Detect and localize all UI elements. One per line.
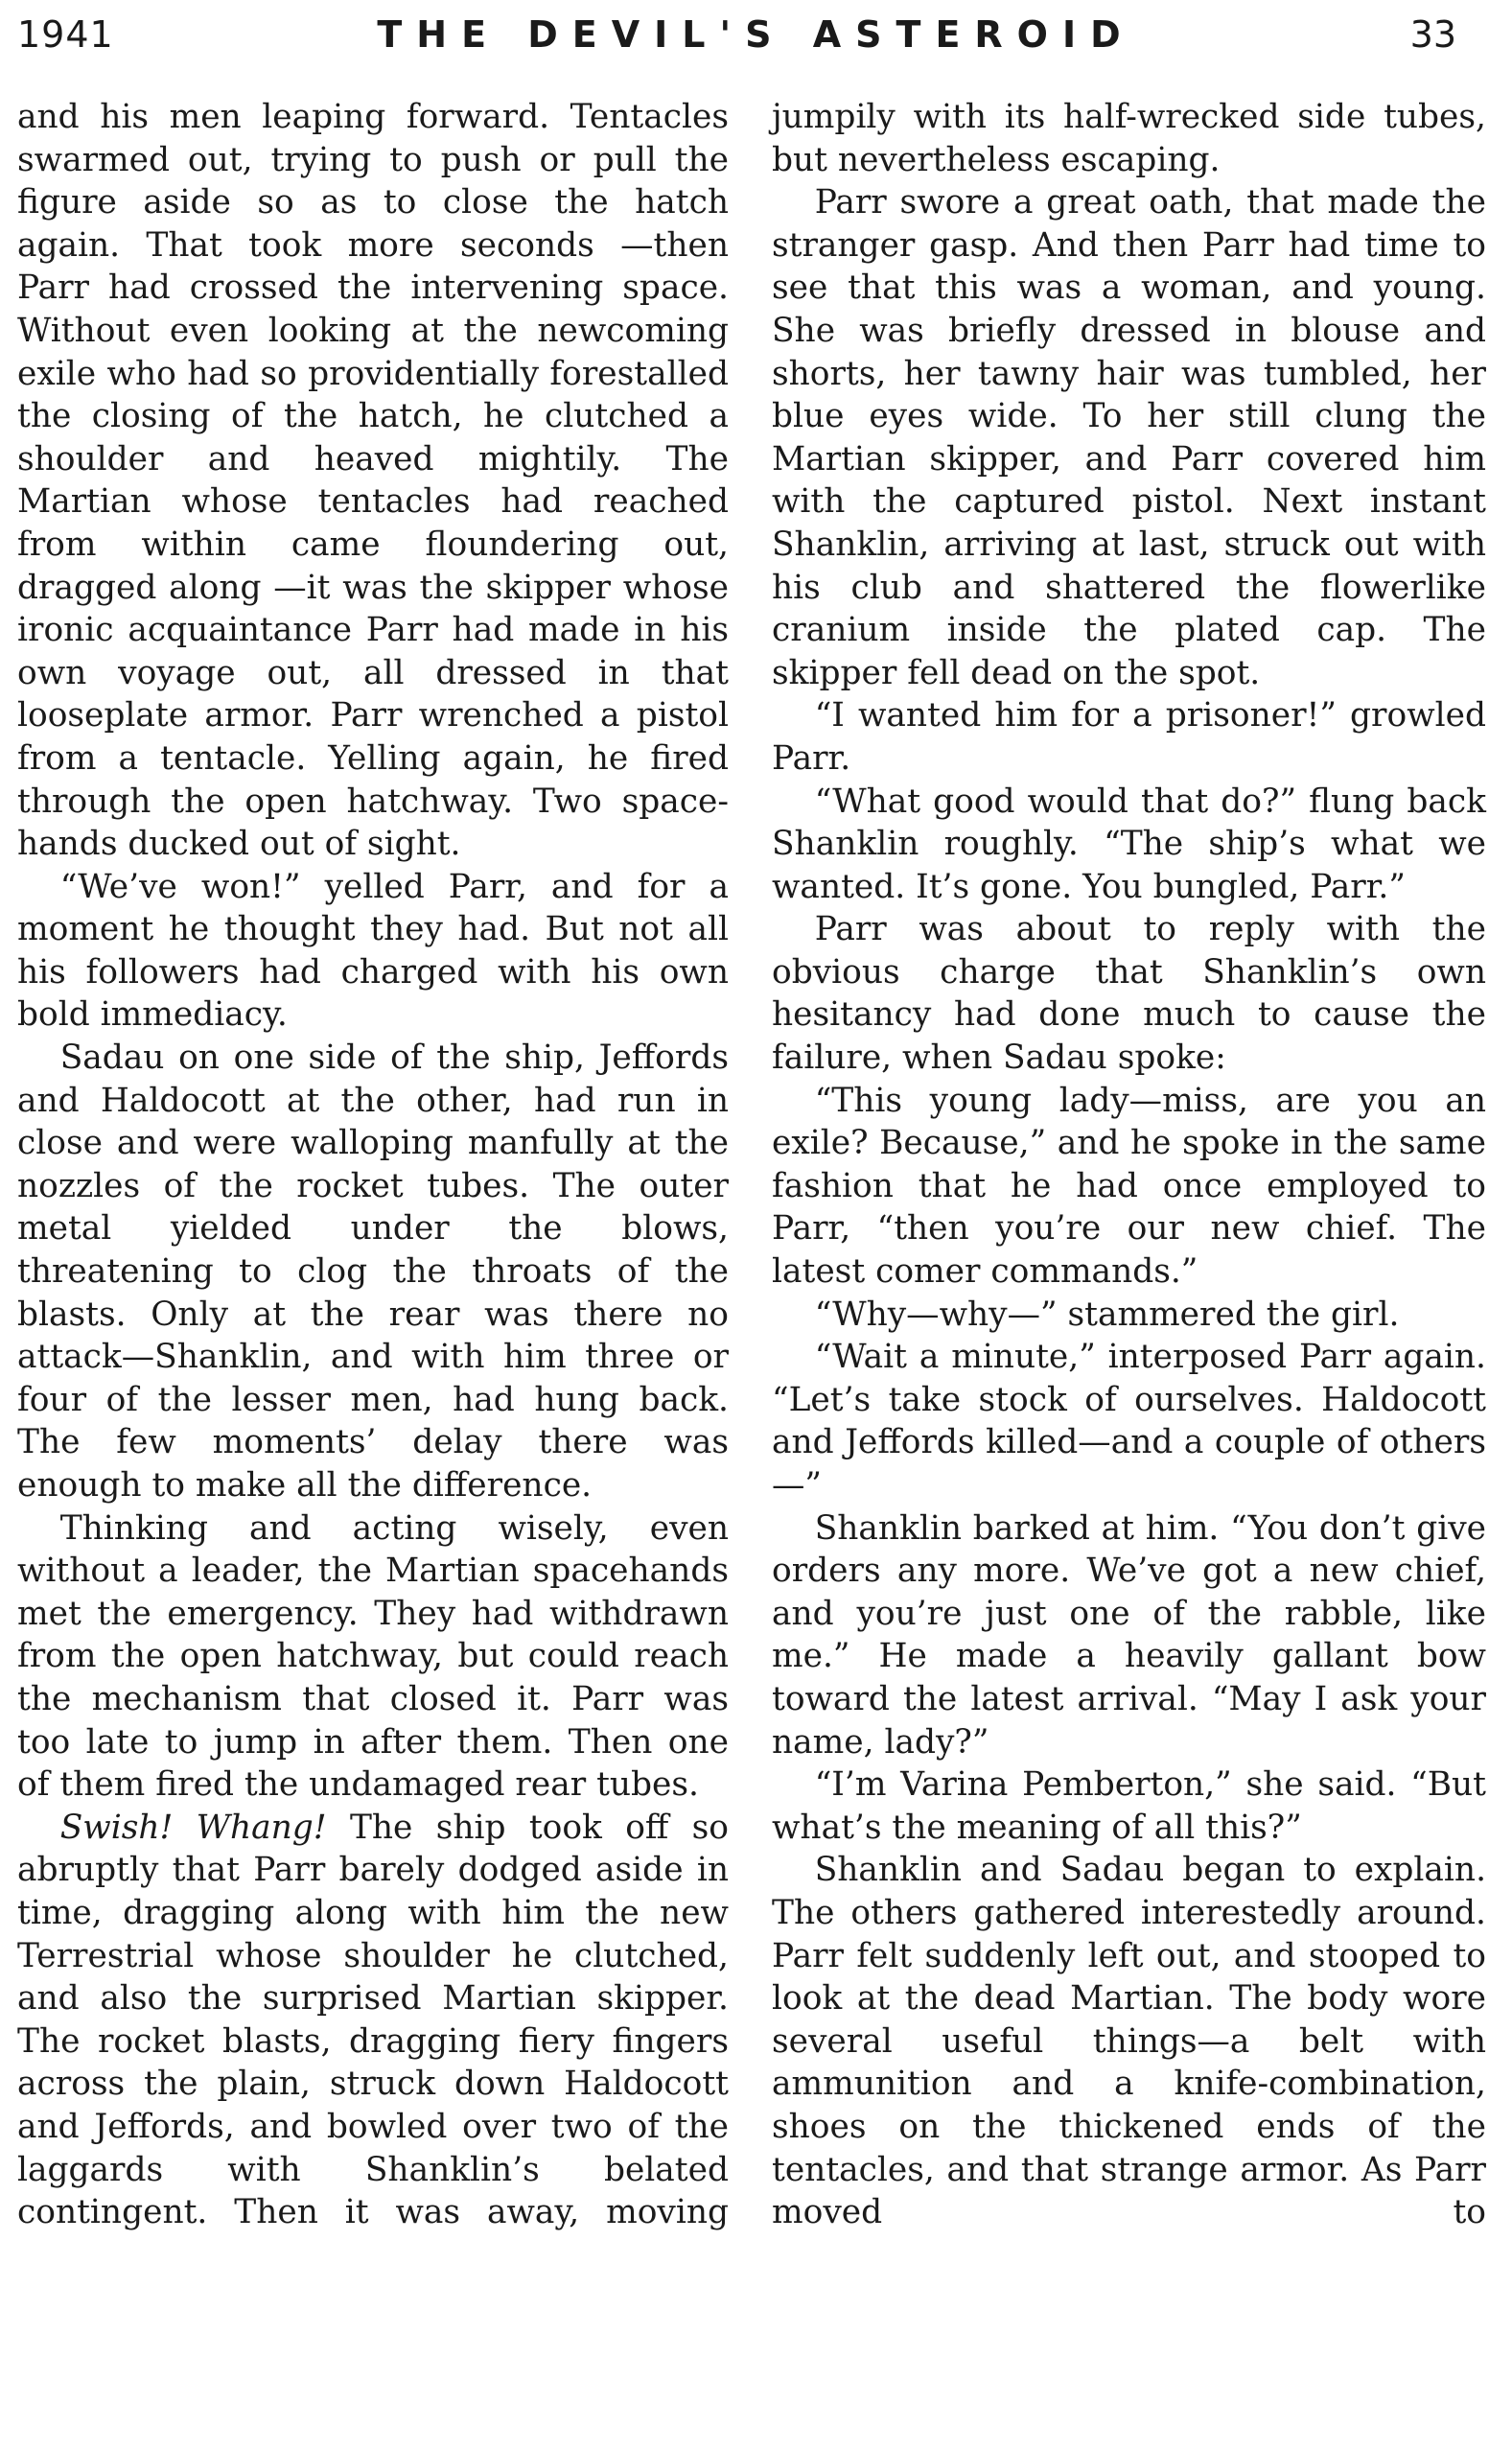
paragraph: “I’m Varina Pemberton,” she said. “But what’s the meaning of all this?” [772, 1765, 1486, 1847]
italic-exclamation: Swish! Whang! [59, 1808, 327, 1847]
paragraph: Thinking and acting wisely, even without a leader, the Martian spacehands met the emergency. They had withdrawn from the open hatchway, but could reach the mechanism that closed it. Parr was too late to jump in after them. Then one of them fired the undamaged rear tubes. [17, 1508, 729, 1805]
paragraph: jumpily with its half-wrecked side tubes, but nevertheless escaping. [772, 98, 1486, 179]
paragraph: and his men leaping forward. Tentacles swarmed out, trying to push or pull the figure aside so as to close the hatch again. That took more seconds —then Parr had crossed the intervening space. Without even looking at the newcoming exile who had so providentially forestalled the closing of the hatch, he clutched a shoulder and heaved mightily. The Martian whose tentacles had reached from within came floundering out, dragged along —it was the skipper whose ironic acquaintance Parr had made in his own voyage out, all dressed in that looseplate armor. Parr wrenched a pistol from a tentacle. Yelling again, he fired through the open hatchway. Two space-hands ducked out of sight. [17, 98, 729, 864]
right-column [772, 96, 1486, 2234]
running-header [0, 13, 1512, 61]
header-year: 1941 [17, 13, 114, 56]
paragraph: “What good would that do?” flung back Shanklin roughly. “The ship’s what we wanted. It’s gone. You bungled, Parr.” [772, 782, 1486, 906]
header-title: THE DEVIL'S ASTEROID [377, 13, 1135, 56]
paragraph: Sadau on one side of the ship, Jeffords and Haldocott at the other, had run in close and were walloping manfully at the nozzles of the rocket tubes. The outer metal yielded under the blows, threatening to clog the throats of the blasts. Only at the rear was there no attack—Shanklin, and with him three or four of the lesser men, had hung back. The few moments’ delay there was enough to make all the difference. [17, 1039, 729, 1505]
paragraph: Parr was about to reply with the obvious charge that Shanklin’s own hesitancy had done much to cause the failure, when Sadau spoke: [772, 910, 1486, 1078]
left-column [17, 96, 729, 2234]
paragraph: “Wait a minute,” interposed Parr again. “Let’s take stock of ourselves. Haldocott and Jeffords killed—and a couple of others—” [772, 1338, 1486, 1505]
paragraph: “Why—why—” stammered the girl. [814, 1295, 1400, 1334]
paragraph: “This young lady—miss, are you an exile? Because,” and he spoke in the same fashion that he had once employed to Parr, “then you’re our new chief. The latest comer commands.” [772, 1081, 1486, 1292]
paragraph: Parr swore a great oath, that made the stranger gasp. And then Parr had time to see that this was a woman, and young. She was briefly dressed in blouse and shorts, her tawny hair was tumbled, her blue eyes wide. To her still clung the Martian skipper, and Parr covered him with the captured pistol. Next instant Shanklin, arriving at last, struck out with his club and shattered the flowerlike cranium inside the plated cap. The skipper fell dead on the spot. [772, 183, 1486, 692]
paragraph: Shanklin and Sadau began to explain. The others gathered interestedly around. Parr felt suddenly left out, and stooped to look at the dead Martian. The body wore several useful things—a belt with ammunition and a knife-combination, shoes on the thickened ends of the tentacles, and that strange armor. As Parr moved to [772, 1851, 1486, 2232]
paragraph-text: The ship took off so abruptly that Parr barely dodged aside in time, dragging along with him the new Terrestrial whose shoulder he clutched, and also the surprised Martian skipper. The rocket blasts, dragging fiery fingers across the plain, struck down Haldocott and Jeffords, and bowled over two of the laggards with Shanklin’s belated contingent. Then it was away, moving [17, 1808, 729, 2232]
paragraph [17, 1807, 729, 2234]
page-number: 33 [1409, 13, 1456, 56]
paragraph: “We’ve won!” yelled Parr, and for a moment he thought they had. But not all his followers had charged with his own bold immediacy. [17, 867, 729, 1035]
paragraph: “I wanted him for a prisoner!” growled Parr. [772, 696, 1486, 778]
paragraph: Shanklin barked at him. “You don’t give orders any more. We’ve got a new chief, and you’re just one of the rabble, like me.” He made a heavily gallant bow toward the latest arrival. “May I ask your name, lady?” [772, 1508, 1486, 1762]
